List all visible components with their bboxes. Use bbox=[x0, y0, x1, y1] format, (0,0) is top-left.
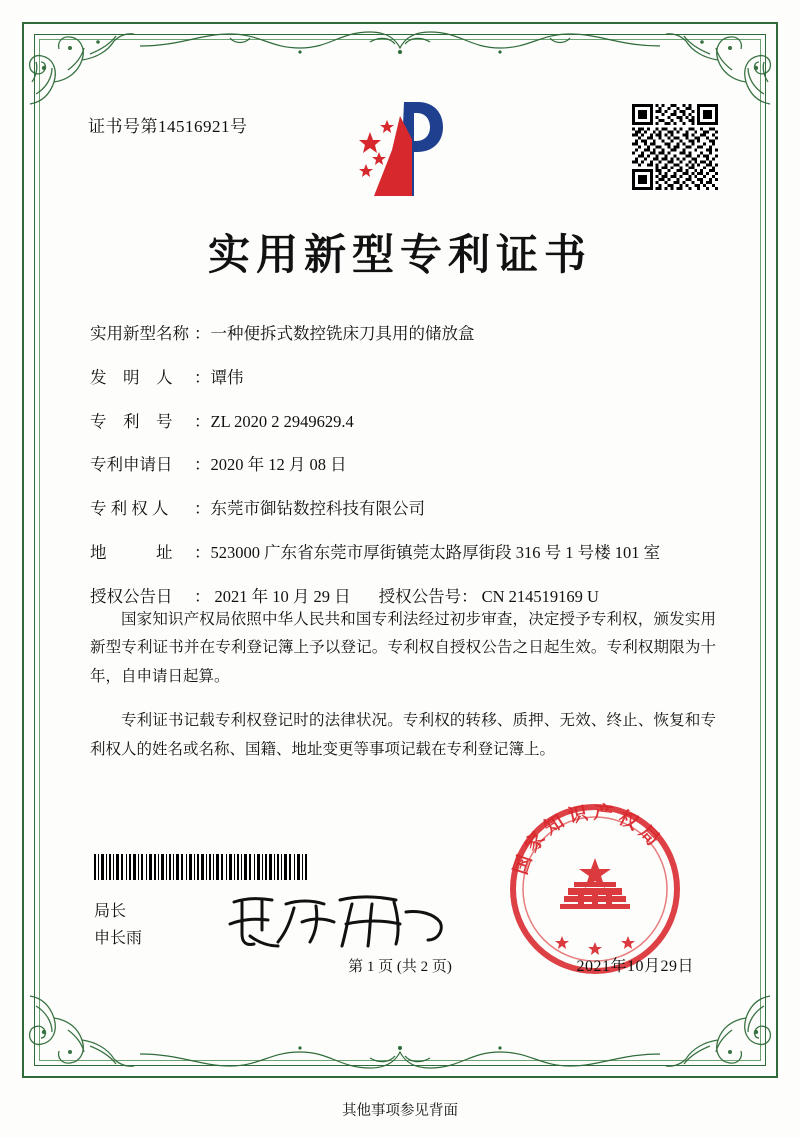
field-value: 523000 广东省东莞市厚街镇莞太路厚街段 316 号 1 号楼 101 室 bbox=[210, 542, 661, 562]
grant-number-value: CN 214519169 U bbox=[481, 586, 599, 606]
field-row-patentee bbox=[90, 497, 716, 522]
field-colon: ： bbox=[194, 324, 211, 343]
director-name: 申长雨 bbox=[94, 929, 143, 947]
certificate-content bbox=[60, 60, 740, 1048]
cnipa-logo-icon bbox=[330, 94, 470, 204]
paragraph-1: 国家知识产权局依照中华人民共和国专利法经过初步审查，决定授予专利权，颁发实用新型专利证书并在专利登记簿上予以登记。专利权自授权公告之日起生效。专利权期限为十年，自申请日起算。 bbox=[90, 610, 716, 685]
field-value: 2021 年 10 月 29 日 bbox=[214, 586, 351, 606]
grant-number-label: 授权公告号： bbox=[378, 586, 478, 606]
certificate-fields bbox=[90, 322, 716, 623]
field-colon: ： bbox=[194, 499, 211, 518]
field-value: ZL 2020 2 2949629.4 bbox=[210, 411, 354, 431]
field-label: 专利申请日 bbox=[90, 455, 173, 475]
page-indicator: 第 1 页 (共 2 页) bbox=[348, 959, 452, 975]
signature-block bbox=[94, 899, 142, 952]
field-colon: ： bbox=[194, 586, 211, 606]
field-row-utility-model-name bbox=[90, 322, 716, 347]
field-colon: ： bbox=[194, 455, 211, 475]
handwritten-signature bbox=[220, 884, 450, 956]
field-label: 授权公告日 bbox=[90, 586, 173, 606]
paragraph-2: 专利证书记载专利权登记时的法律状况。专利权的转移、质押、无效、终止、恢复和专利权人的姓名或名称、国籍、地址变更等事项记载在专利登记簿上。 bbox=[90, 712, 716, 758]
field-label: 发 明 人 bbox=[90, 367, 173, 387]
seal-date: 2021年10月29日 bbox=[576, 958, 694, 975]
field-colon: ： bbox=[194, 542, 211, 562]
director-role-label: 局长 bbox=[94, 903, 127, 921]
field-label: 地 址 bbox=[90, 542, 173, 562]
field-value: 一种便拆式数控铣床刀具用的储放盒 bbox=[210, 324, 475, 343]
field-colon: ： bbox=[194, 367, 211, 387]
field-row-patent-number bbox=[90, 410, 716, 435]
qr-code bbox=[632, 104, 718, 190]
field-value: 2020 年 12 月 08 日 bbox=[210, 455, 347, 475]
field-label: 实用新型名称 bbox=[90, 324, 189, 343]
svg-text:国 家 知 识 产 权 局: 国 家 知 识 产 权 局 bbox=[510, 802, 664, 878]
field-value: 谭伟 bbox=[210, 367, 244, 387]
field-row-address bbox=[90, 541, 716, 566]
barcode bbox=[94, 854, 309, 880]
field-row-application-date bbox=[90, 453, 716, 478]
certificate-number: 证书号第14516921号 bbox=[88, 117, 248, 136]
field-row-inventor bbox=[90, 366, 716, 391]
field-label: 专 利 号 bbox=[90, 411, 173, 431]
legal-paragraphs bbox=[90, 590, 716, 766]
top-edge-ornament-icon bbox=[140, 26, 660, 60]
footnote: 其他事项参见背面 bbox=[342, 1103, 458, 1119]
field-value: 东莞市御钻数控科技有限公司 bbox=[210, 499, 425, 518]
field-colon: ： bbox=[194, 411, 211, 431]
field-label: 专 利 权 人 bbox=[90, 499, 169, 518]
page-title: 实用新型专利证书 bbox=[207, 233, 592, 279]
